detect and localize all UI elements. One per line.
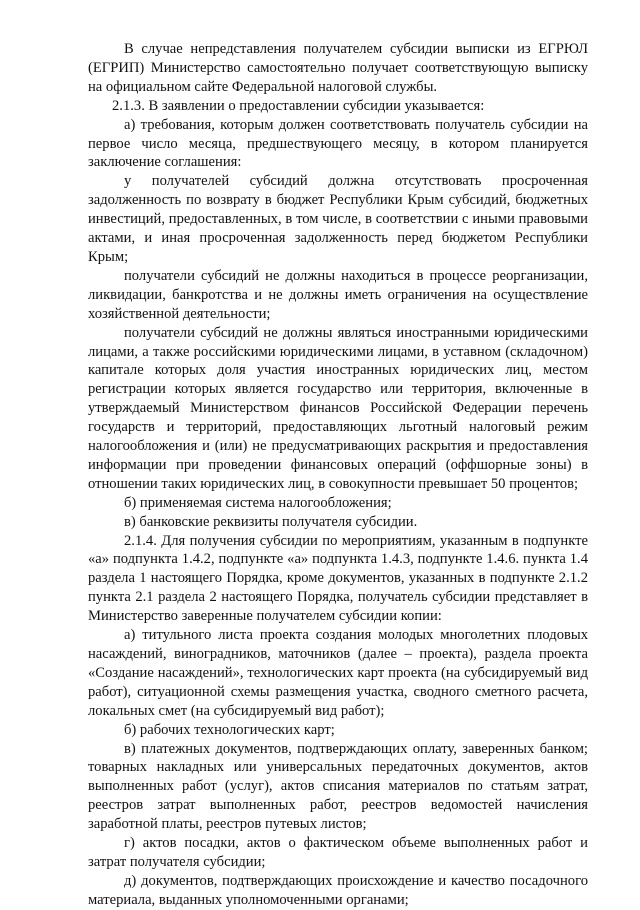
paragraph-2-1-4: 2.1.4. Для получения субсидии по мероприятиям, указанным в подпункте «а» подпункта 1.4.2, подпункте «а» подпункта 1.4.3, подпункте 1.4.6. пункта 1.4 раздела 1 настоящего Порядка, кроме документов, указанных в подпункте 2.1.2 пункта 2.1 раздела 2 настоящего Порядка, получатель субсидии представляет в Министерство заверенные получателем субсидии копии:	[88, 532, 588, 625]
paragraph-no-overdue-debt: у получателей субсидий должна отсутствовать просроченная задолженность по возврату в бюджет Республики Крым субсидий, бюджетных инвестиций, предоставленных, в том числе, в соответствии с иными правовыми актами, и иная просроченная задолженность перед бюджетом Республики Крым;	[88, 173, 588, 265]
paragraph-egrul-extract: В случае непредставления получателем субсидии выписки из ЕГРЮЛ (ЕГРИП) Министерство самостоятельно получает соответствующую выписку на официальном сайте Федеральной налоговой службы.	[88, 41, 588, 95]
paragraph-item-b-tax-system: б) применяемая система налогообложения;	[124, 494, 392, 511]
paragraph-item-v-bank-details: в) банковские реквизиты получателя субсидии.	[124, 513, 418, 530]
paragraph-2-1-3-heading: 2.1.3. В заявлении о предоставлении субсидии указывается:	[112, 97, 485, 114]
paragraph-item-a-requirements: а) требования, которым должен соответствовать получатель субсидии на первое число месяца, предшествующего месяцу, в котором планируется заключение соглашения:	[88, 116, 588, 171]
paragraph-not-foreign-entities: получатели субсидий не должны являться иностранными юридическими лицами, а также российскими юридическими лицами, в уставном (складочном) капитале которых доля участия иностранных юридических лиц, местом регистрации которых является государство или территория, включенные в утверждаемый Министерством финансов Российской Федерации перечень государств и территорий, предоставляющих льготный налоговый режим налогообложения и (или) не предусматривающих раскрытия и предоставления информации при проведении финансовых операций (оффшорные зоны) в отношении таких юридических лиц, в совокупности превышает 50 процентов;	[88, 324, 588, 492]
paragraph-copy-g-planting-acts: г) актов посадки, актов о фактическом объеме выполненных работ и затрат получателя субсидии;	[88, 835, 588, 870]
paragraph-no-reorganization: получатели субсидий не должны находиться в процессе реорганизации, ликвидации, банкротства и не должны иметь ограничения на осуществление хозяйственной деятельности;	[88, 267, 588, 322]
paragraph-copy-b-tech-cards: б) рабочих технологических карт;	[124, 721, 335, 738]
paragraph-copy-a-project: а) титульного листа проекта создания молодых многолетних плодовых насаждений, виноградников, маточников (далее – проекта), раздела проекта «Создание насаждений», технологических карт проекта (на субсидируемый вид работ), ситуационной схемы размещения участка, сводного сметного расчета, локальных смет (на субсидируемый вид работ);	[88, 627, 588, 719]
paragraph-copy-d-planting-material: д) документов, подтверждающих происхождение и качество посадочного материала, выданных уполномоченными органами;	[88, 872, 588, 908]
paragraph-copy-v-payment-docs: в) платежных документов, подтверждающих оплату, заверенных банком; товарных накладных или универсальных передаточных документов, актов выполненных работ (услуг), актов списания материалов по статьям затрат, реестров затрат выполненных работ, реестров ведомостей начисления заработной платы, реестров путевых листов;	[88, 740, 588, 833]
document-body	[88, 40, 588, 910]
